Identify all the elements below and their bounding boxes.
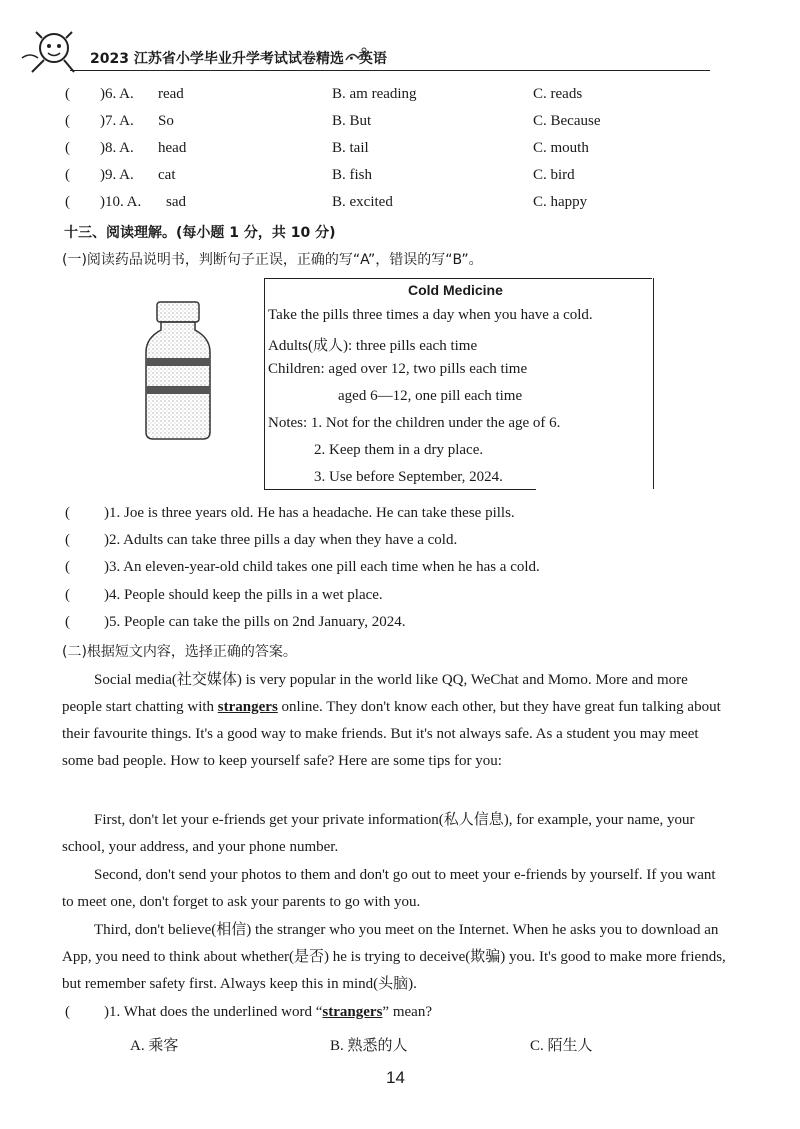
judge-question: )5. People can take the pills on 2nd January, 2024. xyxy=(104,614,406,630)
option-c: C. happy xyxy=(533,194,588,210)
option-b: B. tail xyxy=(332,140,369,156)
question-number: )9. A. xyxy=(100,167,134,183)
answer-blank-open: ( xyxy=(65,587,70,603)
medicine-line: Adults(成人): three pills each time xyxy=(268,338,478,354)
option-c: C. bird xyxy=(533,167,575,183)
page-number: 14 xyxy=(386,1068,405,1087)
decoration-icon xyxy=(344,46,370,66)
option-a: A. 乘客 xyxy=(130,1038,179,1054)
question-number: )10. A. xyxy=(100,194,142,210)
answer-blank-open: ( xyxy=(65,614,70,630)
option-b: B. excited xyxy=(332,194,393,210)
question-text: ” mean? xyxy=(382,1004,432,1020)
mc-question xyxy=(104,1004,432,1021)
question-number: )8. A. xyxy=(100,140,134,156)
option-b: B. But xyxy=(332,113,372,129)
medicine-bottle-image xyxy=(140,300,216,442)
medicine-line: 3. Use before September, 2024. xyxy=(314,469,503,485)
judge-question: )4. People should keep the pills in a wet place. xyxy=(104,587,383,603)
passage-paragraph: First, don't let your e-friends get your private information(私人信息), for example, your name, your school, your address, and your phone number. xyxy=(62,812,695,855)
medicine-line: 2. Keep them in a dry place. xyxy=(314,442,484,458)
medicine-title: Cold Medicine xyxy=(408,282,503,298)
answer-blank-open: ( xyxy=(65,1004,70,1020)
option-b: B. 熟悉的人 xyxy=(330,1038,408,1054)
question-number: )6. A. xyxy=(100,86,134,102)
option-a: read xyxy=(158,86,184,102)
underlined-word: strangers xyxy=(322,1004,383,1020)
part1-instruction: (一)阅读药品说明书，判断句子正误，正确的写“A”，错误的写“B”。 xyxy=(62,252,483,268)
header-title: 2023 江苏省小学毕业升学考试试卷精选 · 英语 xyxy=(90,51,387,67)
option-b: B. fish xyxy=(332,167,373,183)
answer-blank-open: ( xyxy=(65,86,70,102)
answer-blank-open: ( xyxy=(65,194,70,210)
option-c: C. reads xyxy=(533,86,583,102)
section-title: 十三、阅读理解。(每小题 1 分，共 10 分) xyxy=(64,225,336,241)
medicine-line: Take the pills three times a day when you have a cold. xyxy=(268,307,593,323)
passage-paragraph: Third, don't believe(相信) the stranger who you meet on the Internet. When he asks you to download an App, you need to think about whether(是否) he is trying to deceive(欺骗) you. It's good to make more friends, but remember safety first. Always keep this in mind(头脑). xyxy=(62,922,726,992)
medicine-line: Notes: 1. Not for the children under the age of 6. xyxy=(268,415,561,431)
judge-question: )2. Adults can take three pills a day when they have a cold. xyxy=(104,532,458,548)
option-c: C. 陌生人 xyxy=(530,1038,593,1054)
answer-blank-open: ( xyxy=(65,113,70,129)
judge-question: )1. Joe is three years old. He has a headache. He can take these pills. xyxy=(104,505,515,521)
option-c: C. mouth xyxy=(533,140,589,156)
answer-blank-open: ( xyxy=(65,532,70,548)
answer-blank-open: ( xyxy=(65,505,70,521)
question-text: )1. What does the underlined word “ xyxy=(104,1004,323,1020)
passage-text: online. They don't know each other, but they have great fun talking about their favourite things. It's a good way to make friends. But it's not always safe. As a student you may meet some bad people. How to keep yourself safe? Here are some tips for you: xyxy=(62,699,721,769)
passage-paragraph xyxy=(62,667,728,775)
option-c: C. Because xyxy=(533,113,601,129)
option-a: So xyxy=(158,113,174,129)
passage-text: Social media(社交媒体) is very popular in the world like QQ, WeChat and Momo. More and more people start chatting with xyxy=(62,672,688,715)
answer-blank-open: ( xyxy=(65,140,70,156)
answer-blank-open: ( xyxy=(65,167,70,183)
underlined-word: strangers xyxy=(217,699,278,715)
judge-question: )3. An eleven-year-old child takes one pill each time when he has a cold. xyxy=(104,559,540,575)
part2-instruction: (二)根据短文内容，选择正确的答案。 xyxy=(62,644,297,660)
question-number: )7. A. xyxy=(100,113,134,129)
header-divider xyxy=(70,70,710,71)
option-a: head xyxy=(158,140,187,156)
medicine-box-bottom xyxy=(264,489,536,490)
answer-blank-open: ( xyxy=(65,559,70,575)
option-a: cat xyxy=(158,167,176,183)
medicine-line: aged 6—12, one pill each time xyxy=(338,388,523,404)
passage-paragraph: Second, don't send your photos to them and don't go out to meet your e-friends by yourself. If you want to meet one, don't forget to ask your parents to go with you. xyxy=(62,867,716,910)
medicine-line: Children: aged over 12, two pills each time xyxy=(268,361,528,377)
option-a: sad xyxy=(166,194,186,210)
option-b: B. am reading xyxy=(332,86,417,102)
